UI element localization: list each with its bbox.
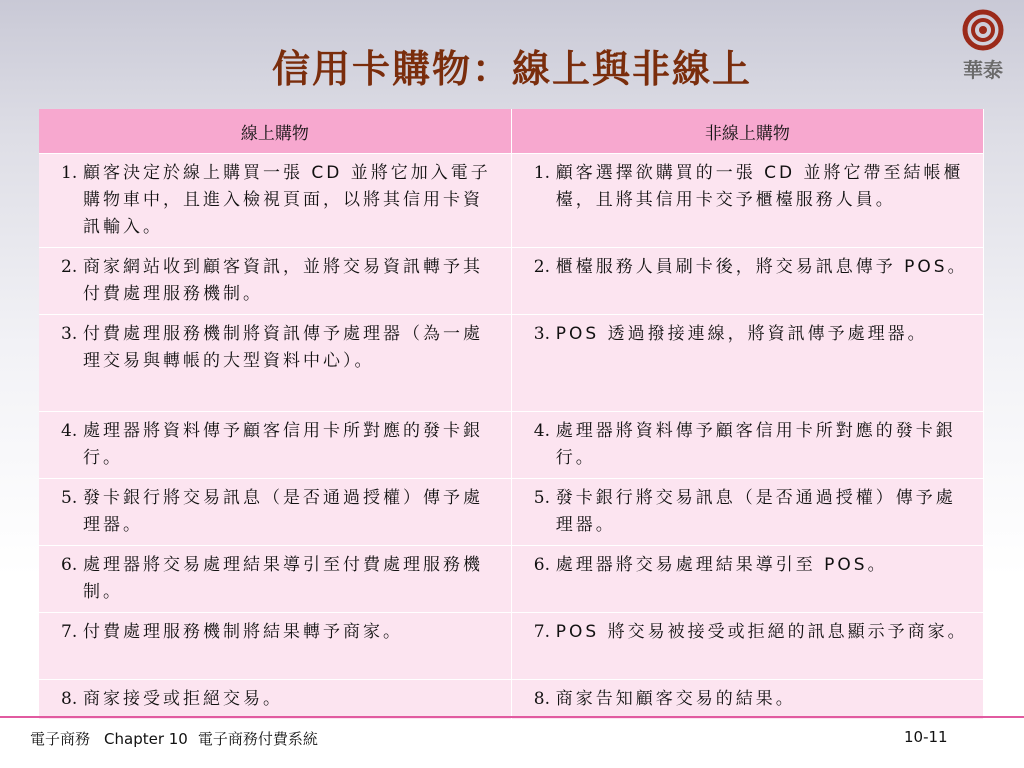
step-number: 2. [533,257,550,277]
step-text: 發卡銀行將交易訊息（是否通過授權）傳予處理器。 [83,488,483,535]
step-text: POS 透過撥接連線，將資訊傳予處理器。 [555,324,928,344]
offline-step-cell [511,613,983,680]
step-number: 7. [533,622,550,642]
offline-step-cell [511,154,983,248]
header-offline: 非線上購物 [511,109,983,154]
step-number: 6. [61,555,78,575]
step-text: 付費處理服務機制將資訊傳予處理器（為一處理交易與轉帳的大型資料中心）。 [83,324,483,371]
step-number: 6. [533,555,550,575]
publisher-logo [952,8,1014,86]
table-row [39,412,984,479]
online-step-cell [39,315,511,412]
table-row [39,680,984,720]
step-text: 付費處理服務機制將結果轉予商家。 [83,622,403,642]
footer-chapter: Chapter 10 [104,730,188,748]
step-text: 商家告知顧客交易的結果。 [555,689,796,709]
table-row [39,613,984,680]
logo-rings-icon [952,8,1014,54]
online-step-cell [39,613,511,680]
step-text: 顧客決定於線上購買一張 CD 並將它加入電子購物車中，且進入檢視頁面，以將其信用卡資訊輸入。 [83,163,491,237]
table-row [39,546,984,613]
page-number: 10-11 [904,728,948,746]
step-text: 商家網站收到顧客資訊，並將交易資訊轉予其付費處理服務機制。 [83,257,483,304]
step-number: 5. [533,488,550,508]
step-number: 3. [533,324,550,344]
comparison-table [39,109,984,719]
footer-divider [0,716,1024,718]
step-number: 3. [61,324,78,344]
logo-text: 華泰 [963,58,1003,82]
table-row [39,154,984,248]
step-number: 4. [61,421,78,441]
step-text: 處理器將交易處理結果導引至付費處理服務機制。 [83,555,483,602]
step-text: 處理器將資料傳予顧客信用卡所對應的發卡銀行。 [555,421,956,468]
offline-step-cell [511,479,983,546]
step-text: 發卡銀行將交易訊息（是否通過授權）傳予處理器。 [555,488,956,535]
step-text: 櫃檯服務人員刷卡後，將交易訊息傳予 POS。 [555,257,968,277]
step-text: 商家接受或拒絕交易。 [83,689,283,709]
online-step-cell [39,546,511,613]
table-row [39,248,984,315]
offline-step-cell [511,248,983,315]
step-number: 7. [61,622,78,642]
online-step-cell [39,154,511,248]
online-step-cell [39,248,511,315]
table-row [39,315,984,412]
footer-course-info [30,728,318,749]
offline-step-cell [511,546,983,613]
table-header-row [39,109,984,154]
slide-title: 信用卡購物：線上與非線上 [271,46,752,91]
step-number: 5. [61,488,78,508]
step-text: 顧客選擇欲購買的一張 CD 並將它帶至結帳櫃檯，且將其信用卡交予櫃檯服務人員。 [555,163,964,210]
offline-step-cell [511,412,983,479]
step-number: 2. [61,257,78,277]
online-step-cell [39,412,511,479]
step-text: POS 將交易被接受或拒絕的訊息顯示予商家。 [555,622,968,642]
offline-step-cell [511,680,983,720]
step-number: 1. [61,163,78,183]
step-number: 8. [61,689,78,709]
step-number: 4. [533,421,550,441]
step-number: 8. [533,689,550,709]
step-text: 處理器將交易處理結果導引至 POS。 [555,555,888,575]
header-online: 線上購物 [39,109,511,154]
step-number: 1. [533,163,550,183]
footer-course: 電子商務 [30,730,91,748]
offline-step-cell [511,315,983,412]
footer-chapter-title: 電子商務付費系統 [197,730,318,748]
table-row [39,479,984,546]
online-step-cell [39,680,511,720]
online-step-cell [39,479,511,546]
step-text: 處理器將資料傳予顧客信用卡所對應的發卡銀行。 [83,421,483,468]
